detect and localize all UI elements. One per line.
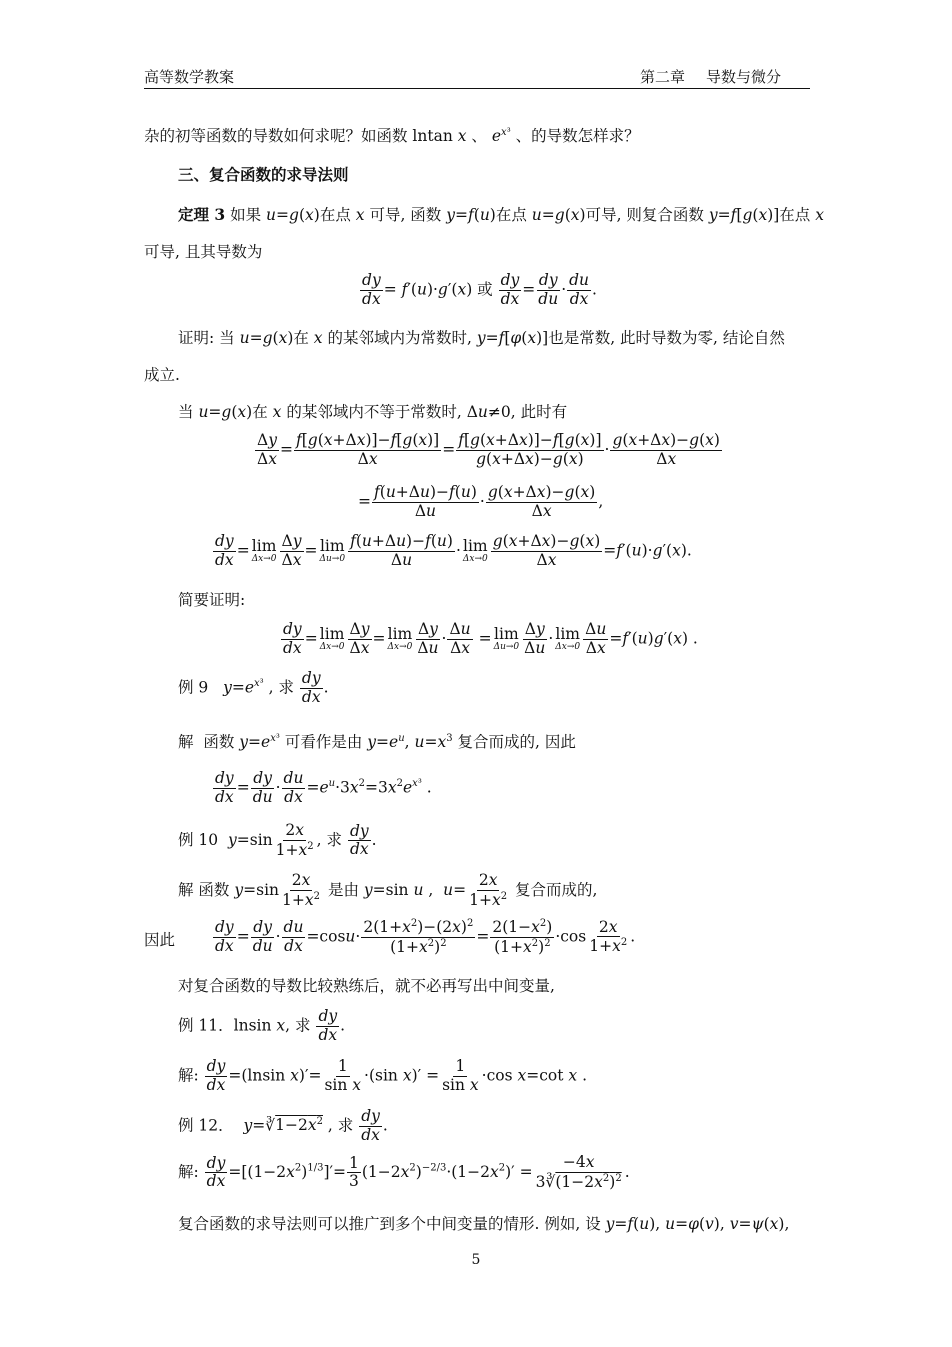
example-9-formula: $\frac{dy}{dx}$ = $\frac{dy}{du}$ · $\frac{du}{dx}$ $=e^u\cdot 3x^2=3x^2e^{x^3}$ . (215, 769, 432, 806)
header-title: 导数与微分 (706, 68, 782, 86)
section-title: 三、复合函数的求导法则 (178, 165, 349, 184)
header-left: 高等数学教案 (144, 68, 235, 86)
example-11: 例 11．lnsin x, 求 $\frac{dy}{dx}$ . (178, 1007, 346, 1044)
derivation-line1: $\frac{\Delta y}{\Delta x}$ = $\frac{f[g(x+\Delta x)]-f[g(x)]}{\Delta x}$ = $\frac{f[g(x+\Delta x)]-f[g(x)]}{g(x+\Delta x)-g(x)}$ · $\frac{g(x+\Delta x)-g(x)}{\Delta x}$ (257, 431, 720, 468)
theorem-line: 定理 3 如果 u=g(x)在点 x 可导, 函数 y=f(u)在点 u=g(x)可导, 则复合函数 y=f[g(x)]在点 x (178, 205, 824, 224)
proof-line2: 当 u=g(x)在 x 的某邻域内不等于常数时, Δu≠0, 此时有 (178, 403, 568, 421)
theorem-line2: 可导, 且其导数为 (144, 243, 263, 261)
proof-line1b: 成立. (144, 366, 180, 384)
example-12-solution: 解: $\frac{dy}{dx}$ $=[(1-2x^2)^{1/3}]'=$ $\frac{1}{3}$ $(1-2x^2)^{-2/3}\cdot(1-2x^2)'$ = $\frac{-4x}{3∛(1-2x^2)^2}$ . (178, 1153, 630, 1191)
example-9-solution: 解 函数 $y=e^{x^3}$ 可看作是由 $y=e^u$, $u=x^3$ 复合而成的, 因此 (178, 732, 576, 751)
example-10: 例 10 y=sin $\frac{2x}{1+x^2}$ , 求 $\frac{dy}{dx}$ . (178, 821, 377, 859)
header-chapter: 第二章 (640, 68, 686, 86)
derivation-line3: $\frac{dy}{dx}$ = lim Δx→0 $\frac{\Delta y}{\Delta x}$ = lim Δu→0 $\frac{f(u+\Delta u)-f(u)}{\Delta u}$ · lim Δx→0 $\frac{g(x+\Delta x)-g(x)}{\Delta x}$ =f′(u)·g′(x). (215, 532, 692, 569)
chain-rule-formula: $\frac{dy}{dx}$ = f′(u)·g′(x) 或 $\frac{dy}{dx}$ = $\frac{dy}{du}$ · $\frac{du}{dx}$ . (362, 271, 597, 308)
proof-line1: 证明: 当 u=g(x)在 x 的某邻域内为常数时, y=f[φ(x)]也是常数, 此时导数为零, 结论自然 (178, 329, 785, 347)
remark-line: 对复合函数的导数比较熟练后，就不必再写出中间变量, (178, 977, 555, 995)
example-10-formula: $\frac{dy}{dx}$ = $\frac{dy}{du}$ · $\frac{du}{dx}$ =cosu· $\frac{2(1+x^2)-(2x)^2}{(1+x^2)^2}$ = $\frac{2(1-x^2)}{(1+x^2)^2}$ ·cos $\frac{2x}{1+x^2}$ . (215, 917, 636, 957)
example-10-solution: 解 函数 y=sin $\frac{2x}{1+x^2}$ 是由 y=sin u , u= $\frac{2x}{1+x^2}$ 复合而成的, (178, 871, 598, 909)
example-12: 例 12． $y=∛1-2x^2$ , 求 $\frac{dy}{dx}$ . (178, 1107, 388, 1144)
header-rule (144, 88, 810, 89)
intro-line: 杂的初等函数的导数如何求呢？如函数 lntan x 、 $e^{x^3}$ 、的导数怎样求？ (144, 126, 640, 145)
brief-proof-formula: $\frac{dy}{dx}$ = lim Δx→0 $\frac{\Delta y}{\Delta x}$ = lim Δx→0 $\frac{\Delta y}{\Delta u}$ · $\frac{\Delta u}{\Delta x}$ = lim Δu→0 $\frac{\Delta y}{\Delta u}$ · lim Δx→0 $\frac{\Delta u}{\Delta x}$ =f′(u)g′(x) . (283, 620, 698, 657)
generalize-line: 复合函数的求导法则可以推广到多个中间变量的情形. 例如, 设 y=f(u), u=φ(v), v=ψ(x), (178, 1215, 790, 1233)
derivation-line2: = $\frac{f(u+\Delta u)-f(u)}{\Delta u}$ · $\frac{g(x+\Delta x)-g(x)}{\Delta x}$ , (358, 483, 604, 520)
therefore-label: 因此 (144, 931, 176, 949)
example-11-solution: 解: $\frac{dy}{dx}$ =(lnsin x)′= $\frac{1}{\text{sin x}}$ ·(sin x)′ = $\frac{1}{\text{sin x}}$ ·cos x=cot x . (178, 1057, 587, 1094)
brief-proof-label: 简要证明: (178, 591, 246, 609)
page-number: 5 (471, 1252, 481, 1268)
example-9: 例 9 $y=e^{x^3}$ , 求 $\frac{dy}{dx}$ . (178, 669, 329, 706)
